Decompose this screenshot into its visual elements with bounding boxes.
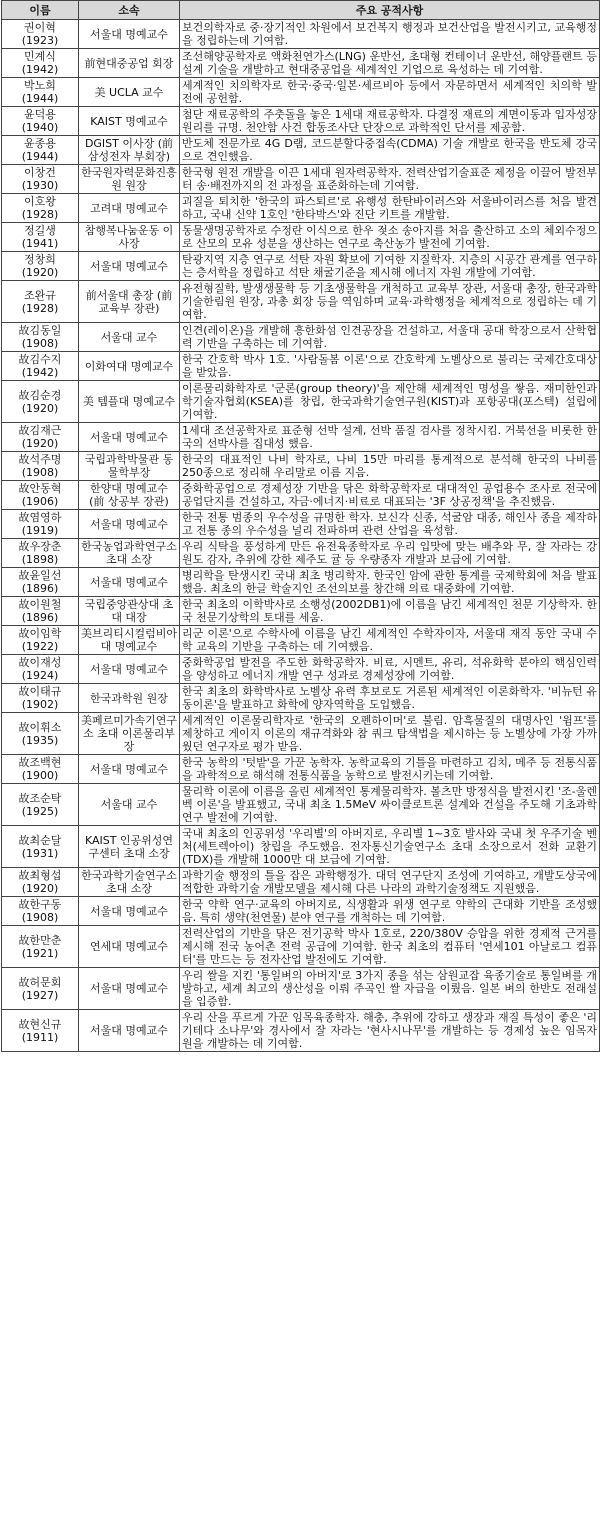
table-row (2, 655, 600, 684)
achievement-cell: 한국 농학의 '텃밭'을 가꾼 농학자. 농학교육의 기틀을 마련하고 김치, 메주 등 전통식품을 과학적으로 해석해 전통식품을 농학으로 발전시키는데 기여함. (180, 755, 600, 784)
affiliation-cell: 서울대 명예교수 (79, 568, 180, 597)
name-cell (2, 1010, 79, 1052)
table-row (2, 452, 600, 481)
name-cell (2, 20, 79, 49)
achievement-cell: 물리학 이론에 이름을 올린 세계적인 통계물리학자. 볼츠만 방정식을 발전시킨 '조-울렌벡 이론'을 발표했고, 국내 최초 1.5MeV 싸이클로트론 설계와 건설을 주도해 기초과학 연구 발전에 기여함. (180, 784, 600, 826)
birth-year: (1902) (21, 698, 59, 711)
name-cell (2, 539, 79, 568)
table-row (2, 626, 600, 655)
birth-year: (1944) (21, 150, 59, 163)
birth-year: (1920) (21, 437, 59, 450)
achievement-cell: 보건의학자로 중·장기적인 차원에서 보건복지 행정과 보건산업을 발전시키고, 교육행정을 정립하는데 기여함. (180, 20, 600, 49)
table-row (2, 713, 600, 755)
person-name: 故김순경 (18, 388, 62, 402)
table-row (2, 826, 600, 868)
birth-year: (1908) (21, 337, 59, 350)
affiliation-cell: 이화여대 명예교수 (79, 352, 180, 381)
table-row (2, 194, 600, 223)
person-name: 故조백현 (18, 756, 62, 769)
name-cell (2, 597, 79, 626)
person-name: 윤종용 (24, 137, 56, 150)
name-cell (2, 281, 79, 323)
achievement-cell: 탄광지역 지층 연구로 석탄 자원 확보에 기여한 지질학자. 지층의 시공간 관계를 연구하는 층서학을 정립하고 석탄 채굴기준을 제시해 에너지 자원 개발에 기여함. (180, 252, 600, 281)
achievement-cell: 우리 산을 푸르게 가꾼 임목육종학자. 해충, 추위에 강하고 생장과 재질 특성이 좋은 '리기테다 소나무'와 경사에서 잘 자라는 '현사시나무'를 개발하는 등 경제성 높은 임목자원을 개발하는 데 기여함. (180, 1010, 600, 1052)
birth-year: (1922) (21, 640, 59, 653)
birth-year: (1900) (21, 769, 59, 782)
person-name: 故염영하 (18, 511, 62, 524)
person-name: 권이혁 (24, 21, 56, 34)
achievement-cell: 괴질을 퇴치한 '한국의 파스퇴르'로 유행성 한탄바이러스와 서울바이러스를 처음 발견하고, 국내 신약 1호인 '한타박스'와 진단 키트를 개발함. (180, 194, 600, 223)
table-row (2, 78, 600, 107)
achievement-cell: 국내 최초의 인공위성 '우리별'의 아버지로, 우리별 1~3호 발사와 국내 첫 우주기술 벤처(세트렉아이) 창립을 주도했음. 전자통신기술연구소 초대 소장으로서 전화 교환기(TDX)를 개발해 1000만 대 보급에 기여함. (180, 826, 600, 868)
table-row (2, 684, 600, 713)
table-row (2, 381, 600, 423)
affiliation-cell: 서울대 명예교수 (79, 1010, 180, 1052)
birth-year: (1906) (21, 495, 59, 508)
person-name: 이창건 (24, 166, 56, 179)
person-name: 박노희 (24, 79, 56, 92)
affiliation-cell: 한국원자력문화진흥원 원장 (79, 165, 180, 194)
birth-year: (1920) (21, 401, 59, 415)
achievement-cell: 전력산업의 기반을 닦은 전기공학 박사 1호로, 220/380V 승압을 위한 경제적 근거를 제시해 전국 농어촌 전력 공급에 기여함. 한국 최초의 컴퓨터 '연세101 아날로그 컴퓨터'를 만드는 등 전자산업 발전에도 기여함. (180, 926, 600, 968)
name-cell (2, 968, 79, 1010)
achievement-cell: 1세대 조선공학자로 표준형 선박 설계, 선박 품질 검사를 정착시킴. 거북선을 비롯한 한국의 선박사를 집대성 했음. (180, 423, 600, 452)
birth-year: (1911) (21, 1030, 59, 1044)
person-name: 이호왕 (24, 195, 56, 208)
name-cell (2, 784, 79, 826)
achievement-cell: 과학기술 행정의 틀을 잡은 과학행정가. 대덕 연구단지 조성에 기여하고, 개발도상국에 적합한 과학기술 개발모델을 제시해 다른 나라의 과학기술정책도 지원했음. (180, 868, 600, 897)
table-row (2, 597, 600, 626)
birth-year: (1908) (21, 466, 59, 479)
table-row (2, 107, 600, 136)
person-name: 정길생 (24, 224, 56, 237)
birth-year: (1924) (21, 669, 59, 682)
affiliation-cell: 한국과학기술연구소 초대 소장 (79, 868, 180, 897)
person-name: 민계식 (24, 50, 56, 63)
name-cell (2, 926, 79, 968)
table-row (2, 481, 600, 510)
birth-year: (1925) (21, 804, 59, 818)
person-name: 故우장춘 (18, 540, 62, 553)
birth-year: (1942) (21, 63, 59, 76)
table-row (2, 868, 600, 897)
birth-year: (1898) (21, 553, 59, 566)
birth-year: (1927) (21, 988, 59, 1002)
person-name: 故허문회 (18, 975, 62, 989)
honorees-table (1, 0, 600, 1052)
person-name: 故김재근 (18, 424, 62, 437)
achievement-cell: 조선해양공학자로 액화천연가스(LNG) 운반선, 초대형 컨테이너 운반선, 해양플랜트 등 설계 기술을 개발하고 현대중공업을 세계적인 기업으로 육성하는 데 기여함. (180, 49, 600, 78)
table-row (2, 539, 600, 568)
person-name: 故이태규 (18, 685, 62, 698)
affiliation-cell: 서울대 명예교수 (79, 510, 180, 539)
person-name: 故최순달 (18, 833, 62, 847)
birth-year: (1931) (21, 846, 59, 860)
table-row (2, 423, 600, 452)
person-name: 조완규 (24, 288, 56, 302)
affiliation-cell: 前서울대 총장 (前교육부 장관) (79, 281, 180, 323)
table-row (2, 510, 600, 539)
affiliation-cell: KAIST 인공위성연구센터 초대 소장 (79, 826, 180, 868)
name-cell (2, 223, 79, 252)
name-cell (2, 626, 79, 655)
birth-year: (1920) (21, 266, 59, 279)
name-cell (2, 713, 79, 755)
birth-year: (1940) (21, 121, 59, 134)
affiliation-cell: 한양대 명예교수 (前 상공부 장관) (79, 481, 180, 510)
birth-year: (1920) (21, 882, 59, 895)
affiliation-cell: 美페르미가속기연구소 초대 이론물리부장 (79, 713, 180, 755)
achievement-cell: 중화학공업으로 경제성장 기반을 닦은 화학공학자로 대대적인 공업용수 조사로 전국에 공업단지를 건설하고, 자금·에너지·비료로 대표되는 '3F 상공정책'을 추진했음. (180, 481, 600, 510)
name-cell (2, 252, 79, 281)
name-cell (2, 510, 79, 539)
table-row (2, 252, 600, 281)
birth-year: (1896) (21, 582, 59, 595)
birth-year: (1935) (21, 733, 59, 747)
achievement-cell: 한국의 대표적인 나비 학자로, 나비 15만 마리를 통계적으로 분석해 한국의 나비를 250종으로 정리해 우리말로 이름 지음. (180, 452, 600, 481)
affiliation-cell: 참행복나눔운동 이사장 (79, 223, 180, 252)
name-cell (2, 684, 79, 713)
birth-year: (1908) (21, 911, 59, 924)
table-row (2, 352, 600, 381)
person-name: 故한구동 (18, 898, 62, 911)
achievement-cell: 반도체 전문가로 4G D램, 코드분할다중접속(CDMA) 기술 개발로 한국을 반도체 강국으로 견인했음. (180, 136, 600, 165)
affiliation-cell: 고려대 명예교수 (79, 194, 180, 223)
table-row (2, 755, 600, 784)
name-cell (2, 78, 79, 107)
birth-year: (1928) (21, 301, 59, 315)
achievement-cell: 동물생명공학자로 수정란 이식으로 한우 젖소 송아지를 처음 출산하고 소의 체외수정으로 산모의 모유 성분을 생산하는 연구로 축산농가 발전에 기여함. (180, 223, 600, 252)
achievement-cell: 우리 쌀을 지킨 '통일벼의 아버지'로 3가지 종을 섞는 삼원교잡 육종기술로 통일벼를 개발하고, 세계 최고의 생산성을 이뤄 주곡인 쌀 자급을 이뤘음. 일본 벼의 한반도 전래설을 입증함. (180, 968, 600, 1010)
header-name: 이름 (2, 1, 79, 20)
affiliation-cell: 서울대 명예교수 (79, 897, 180, 926)
achievement-cell: 우리 식탁을 풍성하게 만든 유전육종학자로 우리 입맛에 맞는 배추와 무, 잘 자라는 강원도 감자, 추위에 강한 제주도 귤 등 우량종자 개발과 보급에 기여함. (180, 539, 600, 568)
birth-year: (1921) (21, 946, 59, 960)
achievement-cell: 한국 전통 범종의 우수성을 규명한 학자. 보신각 신종, 석굴암 대종, 해인사 종을 제작하고 전통 종의 우수성을 널리 전파하며 관련 산업을 육성함. (180, 510, 600, 539)
achievement-cell: 이론물리화학자로 '군론(group theory)'을 제안해 세계적인 명성을 쌓음. 재미한인과학기술자협회(KSEA)를 창립, 한국과학기술연구원(KIST)과 포항공대(포스텍) 설립에 기여함. (180, 381, 600, 423)
table-row (2, 136, 600, 165)
affiliation-cell: 서울대 명예교수 (79, 755, 180, 784)
affiliation-cell: 한국농업과학연구소 초대 소장 (79, 539, 180, 568)
person-name: 故윤일선 (18, 569, 62, 582)
affiliation-cell: 국립중앙관상대 초대 대장 (79, 597, 180, 626)
achievement-cell: 리군 이론'으로 수학사에 이름을 남긴 세계적인 수학자이자, 서울대 재직 동안 국내 수학 교육의 기반을 구축하는 데 기여했음. (180, 626, 600, 655)
name-cell (2, 381, 79, 423)
header-row (2, 1, 600, 20)
birth-year: (1928) (21, 208, 59, 221)
affiliation-cell: 美 UCLA 교수 (79, 78, 180, 107)
affiliation-cell: 서울대 교수 (79, 784, 180, 826)
birth-year: (1923) (21, 34, 59, 47)
person-name: 故이원철 (18, 598, 62, 611)
affiliation-cell: 연세대 명예교수 (79, 926, 180, 968)
name-cell (2, 755, 79, 784)
achievement-cell: 한국형 원전 개발을 이끈 1세대 원자력공학자. 전력산업기술표준 제정을 이끌어 발전부터 송·배전까지의 전 과정을 표준화하는데 기여함. (180, 165, 600, 194)
birth-year: (1942) (21, 366, 59, 379)
person-name: 윤덕용 (24, 108, 56, 121)
birth-year: (1919) (21, 524, 59, 537)
person-name: 故안동혁 (18, 482, 62, 495)
achievement-cell: 한국 최초의 화학박사로 노벨상 유력 후보로도 거론된 세계적인 이론화학자. '비뉴턴 유동이론'을 발표하고 화학에 양자역학을 도입했음. (180, 684, 600, 713)
name-cell (2, 481, 79, 510)
achievement-cell: 유전형질학, 발생생물학 등 기초생물학을 개척하고 교육부 장관, 서울대 총장, 한국과학기술한림원 원장, 과총 회장 등을 역임하며 교육·과학행정을 체계적으로 정립하는 데 기여함. (180, 281, 600, 323)
affiliation-cell: 前현대중공업 회장 (79, 49, 180, 78)
person-name: 故이재성 (18, 656, 62, 669)
table-row (2, 20, 600, 49)
person-name: 故조순탁 (18, 791, 62, 805)
table-row (2, 223, 600, 252)
name-cell (2, 352, 79, 381)
achievement-cell: 한국 약학 연구·교육의 아버지로, 식생활과 위생 연구로 약학의 근대화 기반을 조성했음. 특히 생약(천연물) 분야 연구를 개척하는 데 기여함. (180, 897, 600, 926)
table-row (2, 165, 600, 194)
table-row (2, 926, 600, 968)
affiliation-cell: 서울대 명예교수 (79, 252, 180, 281)
birth-year: (1896) (21, 611, 59, 624)
header-achievement: 주요 공적사항 (180, 1, 600, 20)
achievement-cell: 한국 간호학 박사 1호. '사람돌봄 이론'으로 간호학계 노벨상으로 불리는 국제간호대상을 받았음. (180, 352, 600, 381)
name-cell (2, 868, 79, 897)
table-row (2, 568, 600, 597)
person-name: 故이휘소 (18, 720, 62, 734)
birth-year: (1941) (21, 237, 59, 250)
name-cell (2, 323, 79, 352)
achievement-cell: 중화학공업 발전을 주도한 화학공학자. 비료, 시멘트, 유리, 석유화학 분야의 핵심인력을 양성하고 에너지 개발 연구 성과로 경제성장에 기여함. (180, 655, 600, 684)
affiliation-cell: 서울대 명예교수 (79, 655, 180, 684)
affiliation-cell: 서울대 명예교수 (79, 968, 180, 1010)
affiliation-cell: 국립과학박물관 동물학부장 (79, 452, 180, 481)
achievement-cell: 인견(레이온)을 개발해 흥한화섬 인견공장을 건설하고, 서울대 공대 학장으로서 산학협력 기반을 구축하는 데 기여함. (180, 323, 600, 352)
person-name: 정창희 (24, 253, 56, 266)
table-row (2, 281, 600, 323)
name-cell (2, 49, 79, 78)
affiliation-cell: 서울대 명예교수 (79, 20, 180, 49)
name-cell (2, 423, 79, 452)
affiliation-cell: 서울대 명예교수 (79, 423, 180, 452)
person-name: 故김동일 (18, 324, 62, 337)
affiliation-cell: 서울대 교수 (79, 323, 180, 352)
name-cell (2, 826, 79, 868)
person-name: 故이임학 (18, 627, 62, 640)
person-name: 故김수지 (18, 353, 62, 366)
achievement-cell: 병리학을 탄생시킨 국내 최초 병리학자. 한국인 암에 관한 통계를 국제학회에 처음 발표했음. 최초의 한글 학술지인 조선의보를 창간해 의료 대중화에 기여함. (180, 568, 600, 597)
birth-year: (1930) (21, 179, 59, 192)
affiliation-cell: DGIST 이사장 (前삼성전자 부회장) (79, 136, 180, 165)
affiliation-cell: 美브리티시컬럼비아대 명예교수 (79, 626, 180, 655)
name-cell (2, 568, 79, 597)
table-row (2, 49, 600, 78)
affiliation-cell: 한국과학원 원장 (79, 684, 180, 713)
person-name: 故현신규 (18, 1017, 62, 1031)
table-row (2, 784, 600, 826)
person-name: 故최형섭 (18, 869, 62, 882)
person-name: 故석주명 (18, 453, 62, 466)
name-cell (2, 452, 79, 481)
table-row (2, 968, 600, 1010)
table-row (2, 323, 600, 352)
affiliation-cell: 美 템플대 명예교수 (79, 381, 180, 423)
name-cell (2, 136, 79, 165)
name-cell (2, 107, 79, 136)
table-row (2, 897, 600, 926)
name-cell (2, 655, 79, 684)
table-row (2, 1010, 600, 1052)
person-name: 故한만춘 (18, 933, 62, 947)
name-cell (2, 897, 79, 926)
header-org: 소속 (79, 1, 180, 20)
achievement-cell: 한국 최초의 이학박사로 소행성(2002DB1)에 이름을 남긴 세계적인 천문 기상학자. 한국 천문기상학의 토대를 세움. (180, 597, 600, 626)
name-cell (2, 165, 79, 194)
affiliation-cell: KAIST 명예교수 (79, 107, 180, 136)
achievement-cell: 세계적인 치의학자로 한국·중국·일본·세르비아 등에서 자문하면서 세계적인 치의학 발전에 공헌함. (180, 78, 600, 107)
achievement-cell: 세계적인 이론물리학자로 '한국의 오펜하이머'로 불림. 암흑물질의 대명사인 '윔프'를 제창하고 게이지 이론의 재규격화와 참 쿼크 탐색법을 제시하는 등 노벨상에 가장 가까웠던 연구자로 평가 받음. (180, 713, 600, 755)
birth-year: (1944) (21, 92, 59, 105)
table-body (2, 20, 600, 1052)
name-cell (2, 194, 79, 223)
achievement-cell: 첨단 재료공학의 주춧돌을 놓은 1세대 재료공학자. 다결정 재료의 계면이동과 입자성장 원리를 규명. 천안함 사건 합동조사단 단장으로 과학적인 단서를 제공함. (180, 107, 600, 136)
